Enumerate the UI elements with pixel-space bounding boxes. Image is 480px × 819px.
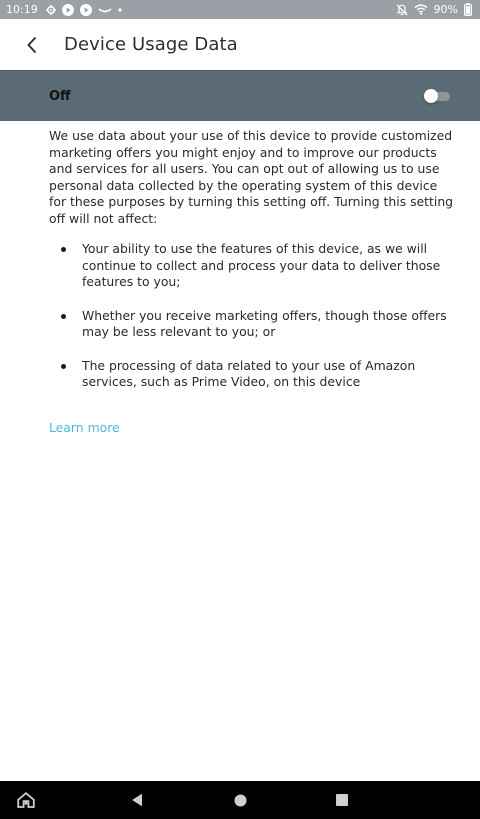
status-right <box>396 3 472 16</box>
bullet-dot <box>61 314 66 319</box>
toggle-thumb <box>424 89 438 103</box>
wifi-icon <box>414 4 428 15</box>
list-item <box>49 358 455 391</box>
list-item <box>49 308 455 341</box>
status-time: 10:19 <box>6 3 38 16</box>
device-usage-toggle-row[interactable] <box>0 70 480 121</box>
home-icon <box>17 792 35 808</box>
play-icon <box>80 4 92 16</box>
list-item <box>49 241 455 291</box>
settings-icon <box>46 5 56 15</box>
toggle-state-label: Off <box>49 88 71 104</box>
battery-percent: 90% <box>433 3 458 16</box>
battery-icon <box>464 3 472 16</box>
status-left <box>6 3 122 16</box>
chevron-left-icon <box>26 36 38 54</box>
overview-square-icon <box>336 794 348 806</box>
status-bar <box>0 0 480 19</box>
intro-paragraph: We use data about your use of this device to provide customized marketing offers you might enjoy and to improve our products and services for all users. You can opt out of allowing us to use personal data collected by the operating system of this device for these purposes by turning this setting off. Turning this setting off will not affect: <box>49 128 454 226</box>
nav-bar <box>0 781 480 819</box>
nav-overview-button[interactable] <box>322 781 362 819</box>
home-button[interactable] <box>6 781 46 819</box>
device-usage-toggle[interactable] <box>424 88 450 104</box>
play-icon <box>62 4 74 16</box>
nav-home-circle-button[interactable] <box>220 781 260 819</box>
bullet-dot <box>61 247 66 252</box>
notifications-off-icon <box>396 4 408 16</box>
back-button[interactable] <box>0 19 64 70</box>
back-icon <box>131 793 143 807</box>
bullet-text: Whether you receive marketing offers, though those offers may be less relevant to you; or <box>82 307 447 339</box>
recents-circle-icon <box>234 794 247 807</box>
bullet-text: Your ability to use the features of this device, as we will continue to collect and process your data to deliver those features to you; <box>82 241 441 289</box>
app-bar <box>0 19 480 70</box>
nav-back-button[interactable] <box>117 781 157 819</box>
squiggle-icon <box>98 6 112 14</box>
page-title: Device Usage Data <box>64 34 238 55</box>
bullet-list <box>49 241 455 391</box>
bullet-dot <box>61 364 66 369</box>
content <box>49 128 455 436</box>
learn-more-link[interactable]: Learn more <box>49 419 120 435</box>
dot-icon <box>118 8 122 12</box>
bullet-text: The processing of data related to your use of Amazon services, such as Prime Video, on this device <box>82 357 416 389</box>
